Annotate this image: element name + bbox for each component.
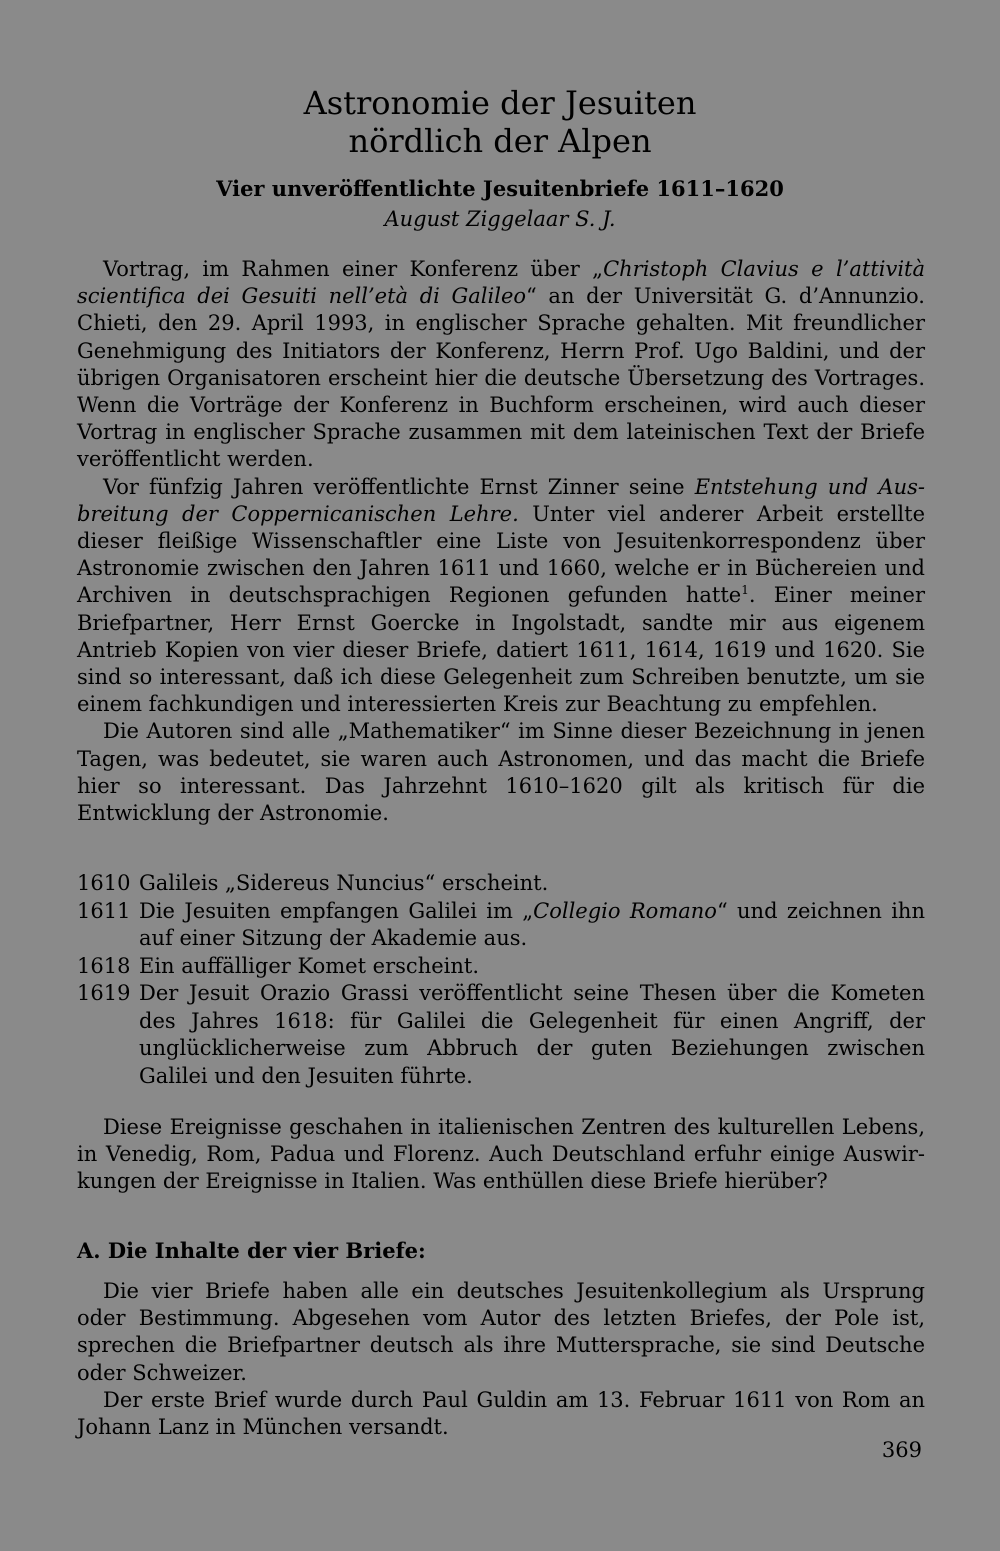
timeline-list: [77, 870, 925, 1090]
book-title: Entstehung und Ausbreitung der Coppernicanischen Lehre.: [77, 474, 925, 526]
text-run: Vor fünfzig Jahren veröffentlichte Ernst Zinner seine: [103, 474, 695, 499]
intro-paragraph-3: Die Autoren sind alle „Mathematiker“ im Sinne dieser Bezeichnung in jenen Tagen, was bedeutet, sie waren auch Astronomen, und das macht die Briefe hier so interessant. Das Jahrzehnt 1610–1620 gilt als kritisch für die Entwicklung der Astronomie.: [77, 719, 925, 826]
timeline-item: [77, 870, 925, 898]
timeline-year: 1619: [77, 981, 131, 1005]
text-run: Unter viel anderer Arbeit erstellte dieser fleißige Wissenschaftler eine Liste von Jesuitenkorrespondenz über Astronomie zwischen den Jahren 1611 und 1660, welche er in Büchereien und Archiven in deutschsprachigen Regionen gefunden hatte: [77, 501, 925, 608]
text-run: . Einer meiner Briefpartner, Herr Ernst Goercke in Ingolstadt, sandte mir aus eigenem Antrieb Kopien von vier dieser Briefe, datiert 1611, 1614, 1619 und 1620. Sie sind so interessant, daß ich diese Gelegenheit zum Schreiben benutzte, um sie einem fachkundigen und interessierten Kreis zur Beachtung zu empfehlen.: [77, 583, 925, 717]
conference-title: Christoph Clavius e l’attività scientifica dei Gesuiti nell’età di Galileo: [77, 257, 926, 309]
text-run: Vortrag, im Rahmen einer Konferenz über „: [103, 257, 604, 281]
timeline-text: Der Jesuit Orazio Grassi veröffentlicht seine Thesen über die Kometen des Jahres 1618: für Galilei die Gelegenheit für einen Angriff, der unglücklicherweise zum Abbruch der guten Beziehungen zwischen Galilei und den Jesuiten führte.: [139, 981, 925, 1088]
section-paragraph-1: Die vier Briefe haben alle ein deutsches Jesuitenkollegium als Ursprung oder Bestimmung. Abgesehen vom Autor des letzten Briefes, der Pole ist, sprechen die Briefpartner deutsch als ihre Muttersprache, sie sind Deutsche oder Schweizer.: [77, 1279, 925, 1385]
article-author: August Ziggelaar S. J.: [384, 207, 616, 231]
text-run: Die Jesuiten empfangen Galilei im „: [139, 898, 534, 923]
intro-paragraph-1: [77, 256, 925, 474]
section-heading: A. Die Inhalte der vier Briefe:: [77, 1238, 426, 1263]
title-line-1: Astronomie der Jesuiten: [303, 84, 697, 122]
institution-name: Collegio Romano: [533, 898, 717, 923]
timeline-text: Galileis „Sidereus Nuncius“ erscheint.: [139, 871, 549, 895]
page-number: 369: [881, 1438, 922, 1462]
article-subtitle: Vier unveröffentlichte Jesuitenbriefe 1611–1620: [216, 176, 784, 201]
article-title: [0, 84, 1000, 160]
footnote-marker: 1: [741, 583, 749, 598]
after-timeline-text: [77, 1114, 925, 1196]
paragraph: Diese Ereignisse geschahen in italienischen Zentren des kulturellen Lebens, in Venedig, Rom, Padua und Florenz. Auch Deutschland erfuhr einige Auswirkungen der Ereignisse in Italien. Was enthüllen diese Briefe hierüber?: [77, 1115, 925, 1194]
intro-text: [77, 256, 925, 827]
timeline-item: [77, 980, 925, 1090]
timeline-year: 1611: [77, 898, 131, 923]
timeline-text: Ein auffälliger Komet erscheint.: [139, 953, 479, 978]
timeline-year: 1610: [77, 871, 131, 895]
section-paragraph-2: Der erste Brief wurde durch Paul Guldin am 13. Februar 1611 von Rom an Johann Lanz in München versandt.: [77, 1387, 925, 1440]
timeline-text: [139, 898, 925, 953]
text-run: “ und zeichnen ihn auf einer Sitzung der Akademie aus.: [139, 898, 925, 950]
text-run: “ an der Universität G. d’Annunzio. Chieti, den 29. April 1993, in englischer Sprache gehalten. Mit freundlicher Genehmigung des Initiators der Konferenz, Herrn Prof. Ugo Baldini, und der übrigen Organisatoren erscheint hier die deutsche Übersetzung des Vortrages. Wenn die Vorträge der Konferenz in Buchform erscheinen, wird auch dieser Vortrag in englischer Sprache zusammen mit dem lateinischen Text der Briefe veröffentlicht werden.: [77, 284, 925, 472]
intro-paragraph-2: [77, 474, 925, 719]
timeline-item: [77, 898, 925, 953]
timeline-year: 1618: [77, 953, 131, 978]
section-text: [77, 1278, 925, 1441]
timeline-item: [77, 953, 925, 981]
title-line-2: nördlich der Alpen: [348, 122, 652, 160]
